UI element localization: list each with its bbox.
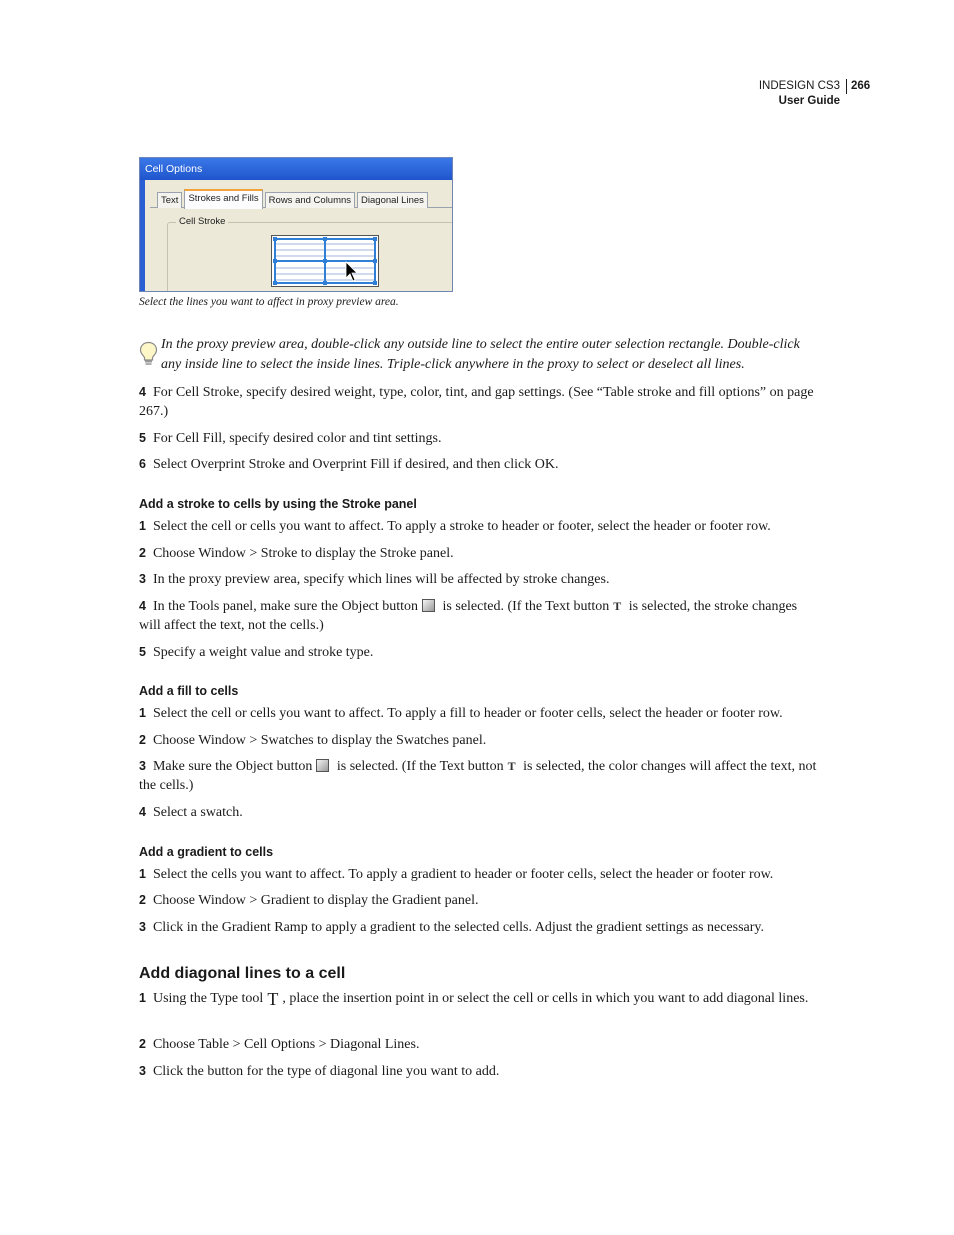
fill-step-4: 4 Select a swatch.	[139, 805, 243, 820]
cell-stroke-label: Cell Stroke	[176, 216, 228, 227]
lightbulb-tip-icon	[139, 341, 158, 367]
heading-fill: Add a fill to cells	[139, 684, 239, 698]
step-6-overprint: 6 Select Overprint Stroke and Overprint Fill if desired, and then click OK.	[139, 457, 559, 472]
fill-step-2: 2 Choose Window > Swatches to display the Swatches panel.	[139, 733, 487, 748]
text-button-icon: T	[613, 599, 622, 613]
cell-options-screenshot	[139, 157, 453, 292]
proxy-preview[interactable]	[271, 235, 379, 287]
tab-strokes-and-fills[interactable]: Strokes and Fills	[184, 189, 262, 209]
heading-stroke-panel: Add a stroke to cells by using the Stroke panel	[139, 497, 417, 511]
object-button-icon	[316, 759, 329, 772]
diag-step-1: 1 Using the Type tool T , place the insertion point in or select the cell or cells in which you want to add diagonal lines.	[139, 989, 809, 1009]
heading-gradient: Add a gradient to cells	[139, 845, 274, 859]
dialog-tabs	[157, 192, 428, 209]
running-header	[758, 79, 871, 109]
diag-step-2: 2 Choose Table > Cell Options > Diagonal Lines.	[139, 1037, 420, 1052]
product-name: INDESIGN CS3	[759, 79, 847, 94]
figure-caption: Select the lines you want to affect in proxy preview area.	[139, 296, 399, 308]
tab-diagonal-lines[interactable]: Diagonal Lines	[357, 192, 428, 208]
step-4-cell-stroke: 4 For Cell Stroke, specify desired weight, type, color, tint, and gap settings. (See “Table stroke and fill options” on page 267.)	[139, 385, 814, 419]
stroke-step-2: 2 Choose Window > Stroke to display the Stroke panel.	[139, 546, 454, 561]
window-edge	[140, 180, 145, 291]
fill-step-1: 1 Select the cell or cells you want to affect. To apply a fill to header or footer cells, select the header or footer row.	[139, 706, 783, 721]
tab-rows-and-columns[interactable]: Rows and Columns	[265, 192, 355, 208]
object-button-icon	[422, 599, 435, 612]
dialog-title: Cell Options	[140, 158, 452, 180]
tab-text[interactable]: Text	[157, 192, 182, 208]
page-number: 266	[851, 80, 871, 92]
heading-diagonal-lines: Add diagonal lines to a cell	[139, 965, 346, 982]
stroke-step-5: 5 Specify a weight value and stroke type.	[139, 645, 374, 660]
stroke-step-3: 3 In the proxy preview area, specify which lines will be affected by stroke changes.	[139, 572, 610, 587]
tip-text: In the proxy preview area, double-click any outside line to select the entire outer selection rectangle. Double-click any inside line to select the inside lines. Triple-click anywhere in the proxy to select or deselect all lines.	[161, 337, 800, 372]
gradient-step-1: 1 Select the cells you want to affect. To apply a gradient to header or footer cells, select the header or footer row.	[139, 867, 774, 882]
stroke-step-1: 1 Select the cell or cells you want to affect. To apply a stroke to header or footer, select the header or footer row.	[139, 519, 771, 534]
diag-step-3: 3 Click the button for the type of diagonal line you want to add.	[139, 1064, 500, 1079]
guide-label: User Guide	[778, 95, 840, 107]
gradient-step-3: 3 Click in the Gradient Ramp to apply a gradient to the selected cells. Adjust the gradient settings as necessary.	[139, 920, 764, 935]
type-tool-icon: T	[267, 989, 279, 1009]
text-button-icon: T	[507, 759, 516, 773]
fill-step-3: 3 Make sure the Object button is selected. (If the Text button T is selected, the color changes will affect the text, not the cells.)	[139, 759, 817, 793]
gradient-step-2: 2 Choose Window > Gradient to display the Gradient panel.	[139, 893, 479, 908]
stroke-step-4: 4 In the Tools panel, make sure the Object button is selected. (If the Text button T is selected, the stroke changes will affect the text, not the cells.)	[139, 599, 798, 633]
cursor-arrow-icon	[346, 262, 357, 281]
step-5-cell-fill: 5 For Cell Fill, specify desired color and tint settings.	[139, 431, 442, 446]
